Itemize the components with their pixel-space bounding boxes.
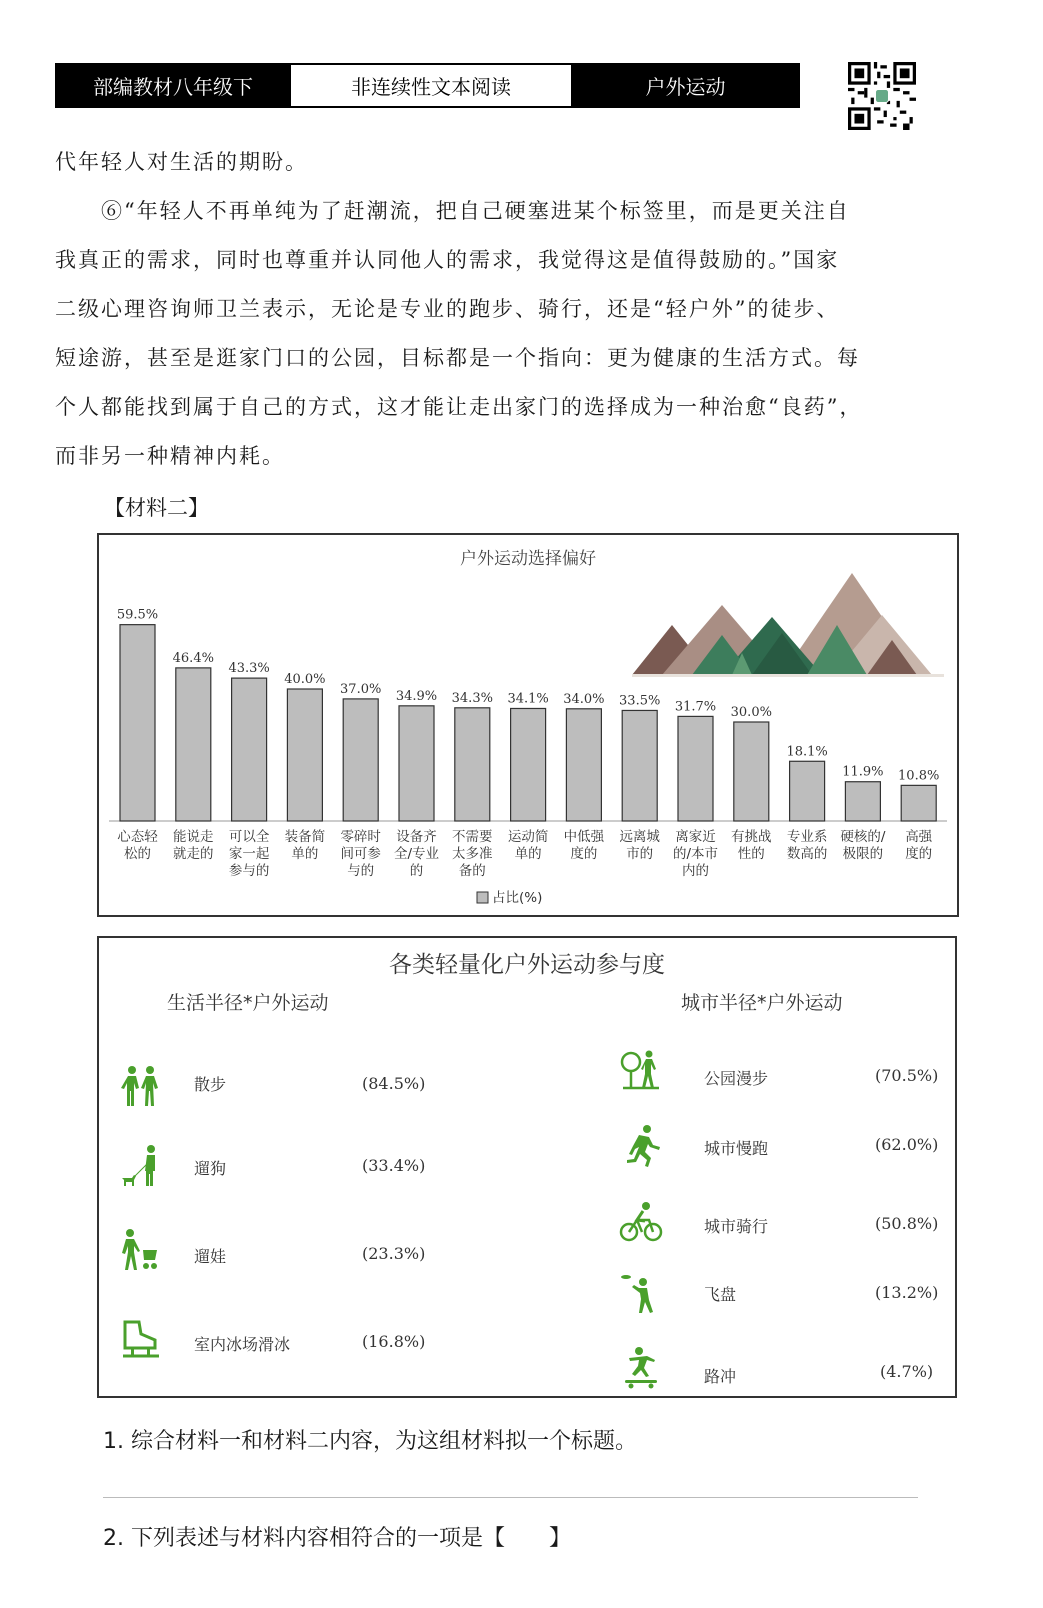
dog-walking-icon [119,1144,163,1188]
category-label: 设备齐 [396,829,437,845]
category-label: 高强 [905,829,933,845]
bar-value-label: 59.5% [116,607,159,623]
header-grade: 部编教材八年级下 [57,65,289,106]
category-label: 度的 [570,846,598,862]
material-two-label: 【材料二】 [104,496,209,520]
activity-label: 散步 [194,1075,227,1094]
category-label: 备的 [458,863,486,879]
header-unit: 户外运动 [573,65,798,106]
legend-swatch [477,892,488,903]
category-label: 可以全 [228,829,270,845]
category-label: 极限的 [842,846,884,862]
passage-line: 二级心理咨询师卫兰表示，无论是专业的跑步、骑行，还是“轻户外”的徒步、 [55,297,840,321]
answer-line[interactable] [103,1497,918,1498]
activity-percent: (50.8%) [875,1214,939,1233]
category-label: 市的 [626,846,654,862]
bar-value-label: 34.0% [563,691,605,707]
bar-value-label: 34.9% [395,688,438,704]
walking-couple-icon [119,1064,163,1108]
category-label: 松的 [124,846,151,862]
passage-line: 我真正的需求，同时也尊重并认同他人的需求，我觉得这是值得鼓励的。”国家 [55,248,840,272]
chart-bar [734,722,769,821]
activity-percent: (84.5%) [362,1074,426,1093]
category-label: 度的 [905,846,933,862]
activity-percent: (70.5%) [875,1066,939,1085]
passage-line: 个人都能找到属于自己的方式，这才能让走出家门的选择成为一种治愈“良药”， [55,395,863,419]
running-icon [619,1123,663,1167]
question-1: 1. 综合材料一和材料二内容，为这组材料拟一个标题。 [103,1429,637,1454]
category-label: 装备简 [284,829,326,845]
category-label: 离家近 [675,829,716,845]
category-label: 就走的 [173,846,214,862]
passage-line: 短途游，甚至是逛家门口的公园，目标都是一个指向：更为健康的生活方式。每 [55,346,860,370]
bar-value-label: 18.1% [786,744,828,760]
bar-value-label: 40.0% [284,672,326,687]
activity-label: 遛狗 [194,1159,227,1178]
cycling-icon [619,1200,663,1244]
right-heading: 城市半径*户外运动 [681,992,843,1014]
bar-value-label: 10.8% [898,768,940,784]
legend-label: 占比(%) [492,890,543,906]
passage-line: 代年轻人对生活的期盼。 [55,150,308,174]
chart-title: 户外运动选择偏好 [460,549,596,569]
activity-label: 城市慢跑 [704,1139,769,1158]
activity-label: 城市骑行 [704,1217,769,1236]
bar-value-label: 46.4% [172,650,214,666]
bar-value-label: 31.7% [674,699,717,715]
category-label: 心态轻 [117,829,158,845]
category-label: 远离城 [619,829,660,845]
activity-label: 路冲 [704,1367,737,1386]
chart-bar [622,710,657,821]
category-label: 的/本市 [672,846,719,862]
category-label: 专业系 [786,829,828,845]
activity-label: 飞盘 [704,1285,737,1304]
activity-percent: (13.2%) [875,1283,939,1302]
category-label: 内的 [682,863,709,879]
category-label: 的 [409,863,424,879]
activity-label: 遛娃 [194,1247,227,1266]
category-label: 单的 [514,846,542,862]
bar-value-label: 37.0% [340,681,382,697]
category-label: 能说走 [173,829,214,845]
category-label: 数高的 [786,846,828,862]
bar-value-label: 11.9% [842,764,884,780]
category-label: 有挑战 [731,829,772,845]
chart-bar [176,668,211,821]
chart-bar [455,708,490,821]
header-bar [55,63,800,108]
chart-bar [845,782,880,821]
category-label: 性的 [737,846,765,862]
left-heading: 生活半径*户外运动 [167,992,329,1014]
stroller-icon [119,1228,163,1272]
category-label: 家一起 [228,846,270,862]
chart-bar [566,709,601,821]
passage-line: 而非另一种精神内耗。 [55,444,285,468]
chart-bar [678,716,713,821]
park-walk-icon [619,1048,663,1092]
bar-value-label: 30.0% [730,705,772,720]
category-label: 间可参 [340,846,381,862]
bar-value-label: 34.3% [451,690,493,706]
activity-percent: (16.8%) [362,1332,426,1351]
chart-bar [399,706,434,821]
header-topic: 非连续性文本阅读 [289,65,573,106]
activity-percent: (4.7%) [880,1362,934,1381]
chart-bar [901,785,936,821]
category-label: 运动简 [507,829,549,845]
chart-bar [120,625,155,821]
activity-label: 公园漫步 [704,1069,769,1088]
bar-value-label: 43.3% [228,661,270,677]
bar-value-label: 34.1% [507,691,549,707]
category-label: 零碎时 [340,829,381,845]
bar-chart [99,535,957,915]
category-label: 硬核的/ [840,829,886,845]
chart-bar [232,678,267,821]
qr-code-icon[interactable] [848,62,916,130]
reading-passage [55,138,935,481]
activity-percent: (62.0%) [875,1135,939,1154]
category-label: 单的 [291,846,319,862]
ice-skate-icon [119,1316,163,1360]
passage-line: ⑥“年轻人不再单纯为了赶潮流，把自己硬塞进某个标签里，而是更关注自 [55,199,850,223]
participation-box [97,936,957,1398]
chart-bar [790,761,825,821]
category-label: 太多准 [452,846,493,862]
category-label: 参与的 [228,863,270,879]
category-label: 全/专业 [393,846,440,862]
activity-percent: (33.4%) [362,1156,426,1175]
chart-bar [511,708,546,821]
activity-label: 室内冰场滑冰 [194,1335,291,1354]
category-label: 与的 [347,863,375,879]
bar-value-label: 33.5% [619,693,661,709]
question-2: 2. 下列表述与材料内容相符合的一项是【 】 [103,1526,571,1551]
chart-bar [287,689,322,821]
preference-chart-box [97,533,959,917]
category-label: 中低强 [563,829,605,845]
activity-percent: (23.3%) [362,1244,426,1263]
skateboard-icon [619,1346,663,1390]
participation-title: 各类轻量化户外运动参与度 [389,952,665,978]
category-label: 不需要 [452,829,493,845]
chart-bar [343,699,378,821]
frisbee-icon [619,1272,663,1316]
